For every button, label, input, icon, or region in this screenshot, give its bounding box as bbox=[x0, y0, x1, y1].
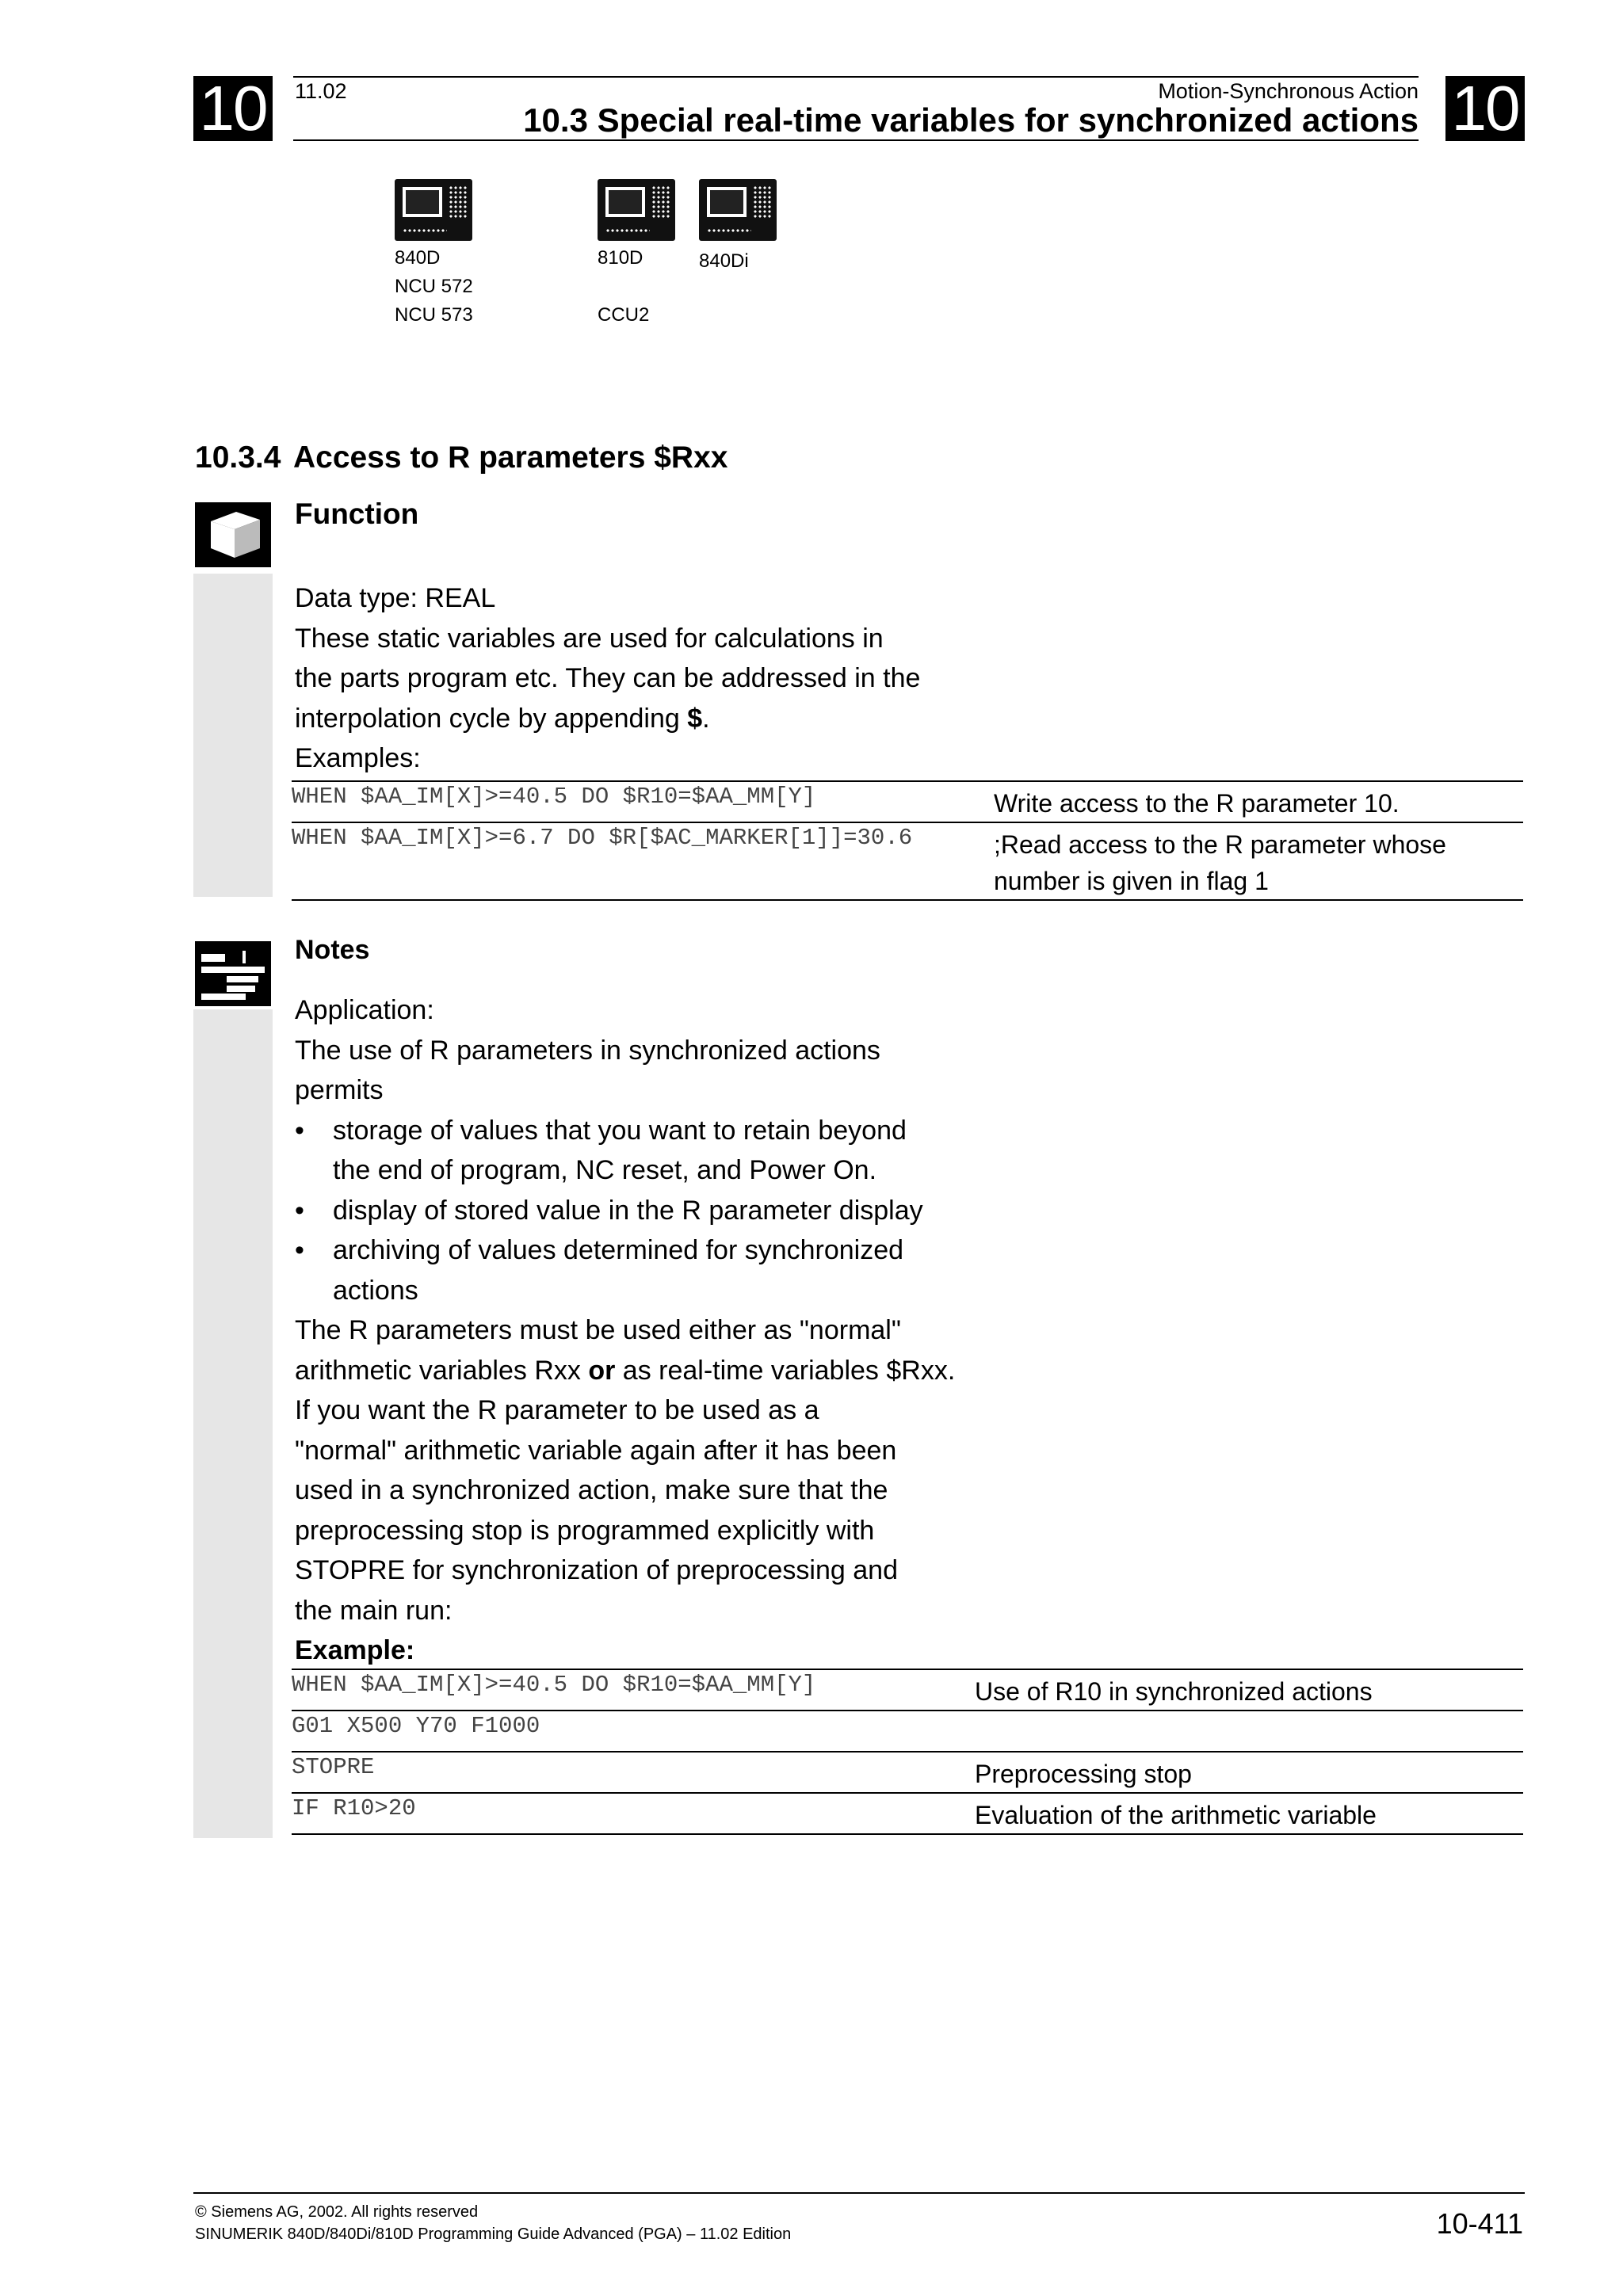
code-cell: WHEN $AA_IM[X]>=40.5 DO $R10=$AA_MM[Y] bbox=[292, 1672, 816, 1698]
function-line: Data type: REAL bbox=[295, 583, 496, 613]
control-label: 810D bbox=[598, 247, 643, 269]
code-cell: WHEN $AA_IM[X]>=40.5 DO $R10=$AA_MM[Y] bbox=[292, 784, 816, 810]
subsection-heading bbox=[195, 441, 727, 475]
notes-example-table bbox=[292, 1669, 1523, 1835]
table-row bbox=[292, 822, 1523, 900]
notes-sidebar bbox=[193, 1009, 273, 1838]
header-rule-bottom bbox=[293, 139, 1419, 141]
function-examples-table bbox=[292, 780, 1523, 901]
notes-line: the main run: bbox=[295, 1595, 453, 1626]
header-section-name: Motion-Synchronous Action bbox=[1158, 79, 1419, 103]
function-line: These static variables are used for calculations in bbox=[295, 623, 884, 654]
notes-line: preprocessing stop is programmed explicitly with bbox=[295, 1515, 875, 1546]
control-label: CCU2 bbox=[598, 304, 650, 326]
table-row bbox=[292, 1669, 1523, 1711]
control-label: 840Di bbox=[699, 250, 749, 272]
list-item: • archiving of values determined for synchronized actions bbox=[295, 1230, 992, 1310]
table-row bbox=[292, 1752, 1523, 1793]
comment-cell: Evaluation of the arithmetic variable bbox=[975, 1801, 1377, 1829]
header-rule-top bbox=[293, 76, 1419, 78]
code-cell: G01 X500 Y70 F1000 bbox=[292, 1713, 540, 1739]
comment-cell: Preprocessing stop bbox=[975, 1760, 1192, 1788]
control-label: 840D bbox=[395, 247, 441, 269]
table-row bbox=[292, 1711, 1523, 1752]
notes-text bbox=[295, 990, 992, 1671]
header-section-title: 10.3 Special real-time variables for synchronized actions bbox=[523, 101, 1419, 139]
subsection-title: Access to R parameters $Rxx bbox=[293, 441, 728, 475]
footer-text bbox=[195, 2201, 791, 2245]
function-heading: Function bbox=[295, 498, 419, 530]
comment-cell bbox=[975, 1711, 1523, 1752]
notes-line: STOPRE for synchronization of preprocessing and bbox=[295, 1555, 898, 1585]
pointing-hand-icon bbox=[195, 941, 271, 1006]
function-text bbox=[295, 578, 992, 779]
notes-heading: Notes bbox=[295, 935, 370, 965]
footer-edition: SINUMERIK 840D/840Di/810D Programming Guide Advanced (PGA) – 11.02 Edition bbox=[195, 2225, 792, 2243]
notes-line: used in a synchronized action, make sure that the bbox=[295, 1475, 888, 1505]
controller-icon bbox=[598, 179, 675, 241]
control-label: NCU 573 bbox=[395, 304, 473, 326]
application-label: Application: bbox=[295, 995, 434, 1025]
comment-cell: Write access to the R parameter 10. bbox=[994, 789, 1400, 818]
footer-copyright: © Siemens AG, 2002. All rights reserved bbox=[195, 2203, 479, 2221]
function-line: interpolation cycle by appending $. bbox=[295, 703, 710, 734]
notes-line: arithmetic variables Rxx or as real-time variables $Rxx. bbox=[295, 1355, 956, 1386]
footer-rule bbox=[193, 2192, 1525, 2194]
function-cube-icon bbox=[195, 502, 271, 567]
page-number: 10-411 bbox=[1436, 2207, 1523, 2240]
table-row bbox=[292, 1793, 1523, 1834]
notes-line: permits bbox=[295, 1075, 384, 1105]
comment-cell: Use of R10 in synchronized actions bbox=[975, 1677, 1373, 1706]
notes-line: The use of R parameters in synchronized actions bbox=[295, 1035, 880, 1066]
comment-cell: ;Read access to the R parameter whose number is given in flag 1 bbox=[994, 830, 1446, 895]
function-line: the parts program etc. They can be addressed in the bbox=[295, 663, 921, 693]
controller-icon bbox=[699, 179, 777, 241]
table-row bbox=[292, 781, 1523, 822]
example-label: Example: bbox=[295, 1635, 415, 1665]
control-label: NCU 572 bbox=[395, 276, 473, 297]
notes-bullets bbox=[295, 1111, 992, 1311]
code-cell: WHEN $AA_IM[X]>=6.7 DO $R[$AC_MARKER[1]]=30.6 bbox=[292, 825, 913, 851]
code-cell: IF R10>20 bbox=[292, 1795, 416, 1821]
examples-label: Examples: bbox=[295, 743, 421, 773]
function-sidebar bbox=[193, 574, 273, 897]
notes-line: The R parameters must be used either as "normal" bbox=[295, 1315, 901, 1345]
notes-line: "normal" arithmetic variable again after it has been bbox=[295, 1435, 897, 1466]
controller-icon bbox=[395, 179, 472, 241]
header-date: 11.02 bbox=[295, 79, 347, 103]
code-cell: STOPRE bbox=[292, 1754, 375, 1780]
chapter-number-left: 10 bbox=[193, 76, 273, 141]
list-item: • storage of values that you want to retain beyond the end of program, NC reset, and Power On. bbox=[295, 1111, 992, 1191]
chapter-number-right: 10 bbox=[1445, 76, 1525, 141]
subsection-number: 10.3.4 bbox=[195, 441, 281, 475]
notes-line: If you want the R parameter to be used as a bbox=[295, 1395, 819, 1425]
list-item: • display of stored value in the R parameter display bbox=[295, 1191, 992, 1231]
